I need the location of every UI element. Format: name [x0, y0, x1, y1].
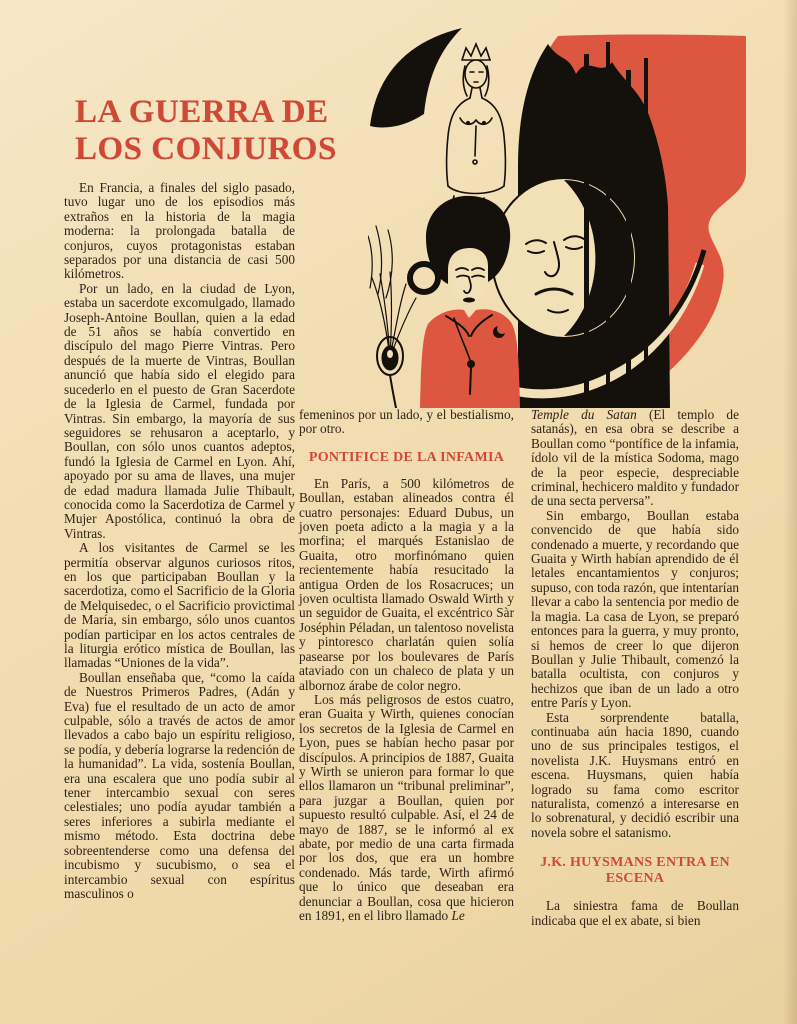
- column-3: [531, 408, 739, 928]
- paragraph-text: Los más peligrosos de estos cuatro, eran Guaita y Wirth, quienes conocían los secretos de la Iglesia de Carmel en Lyon, pues se habían hecho pasar por discípulos. A principios de 1887, Guaita y Wirth se unieron para formar lo que ellos llamaron un “tribunal preliminar”, para juzgar a Boullan, quien por supuesto resultó culpable. Así, el 24 de mayo de 1887, se le informó al ex abate, por medio de una carta firmada por los dos, que era un hombre condenado. Más tarde, Wirth afirmó que lo único que deseaban era denunciar a Boullan, cosa que hicieron en 1891, en el libro llamado: [299, 691, 514, 923]
- body-paragraph: A los visitantes de Carmel se les permitía observar algunos curiosos ritos, en los que participaban Boullan y la sacerdotiza, como el Sacrificio de la Gloria de Melquisedec, o el Sacrificio provictimal de María, sin embargo, sólo unos cuantos podían participar en los actos centrales de la liturgia erótico mística de Boullan, las llamadas “Uniones de la vida”.: [64, 540, 295, 671]
- moon-face: [492, 178, 636, 338]
- wing-swoosh-shape: [370, 28, 462, 128]
- article-title-line2: LOS CONJUROS: [75, 131, 337, 167]
- body-paragraph: Boullan enseñaba que, “como la caída de Nuestros Primeros Padres, (Adán y Eva) fue el resultado de un acto de amor culpable, sólo a través de actos de amor llevados a cabo bajo un espíritu religioso, se podía, y debería lograrse la redención de la humanidad”. La vida, sostenía Boullan, era una escalera que uno podía subir al tener intercambio sexual con seres celestiales; uno podía ayudar también a seres inferiores a subirla mediante el mismo método. Esta doctrina debe sobreentenderse como una defensa del incubismo y sucubismo, o sea el intercambio sexual con espíritus masculinos o: [64, 669, 295, 901]
- section-heading-pontifice: PONTIFICE DE LA INFAMIA: [308, 449, 505, 465]
- article-illustration: [368, 26, 762, 408]
- paragraph-text: (El templo de satanás), en esa obra se describe a Boullan como “pontífice de la infamia, ídolo vil de la mística Sodoma, mago de la peor especie, despreciable criminal, hechicero maldito y fundador de una secta perversa”.: [531, 407, 739, 509]
- body-paragraph: Sin embargo, Boullan estaba convencido de que había sido condenado a muerte, y recordando que Guaita y Wirth habían aprendido de él letales encantamientos y conjuros; supuso, con toda razón, que intentarían llevar a cabo la sentencia por medio de la magia. La casa de Lyon, se preparó entonces para la guerra, y muy pronto, si hemos de creer lo que dijeron Boullan y Julie Thibault, comenzó la batalla ocultista, con conjuros y hechizos que iban de un lado a otro entre París y Lyon.: [531, 507, 739, 711]
- body-paragraph: La siniestra fama de Boullan indicaba que el ex abate, si bien: [531, 898, 739, 928]
- section-heading-huysmans: J.K. HUYSMANS ENTRA EN ESCENA: [540, 855, 730, 887]
- body-paragraph-continuation: [531, 408, 739, 509]
- book-title-fragment: Temple du Satan: [531, 407, 637, 422]
- body-paragraph: En París, a 500 kilómetros de Boullan, estaban alineados contra él cuatro personajes: Eduard Dubus, un joven poeta adicto a la magia y a la morfina; el marqués Estanislao de Guaita, otro morfinómano quien recientemente había resucitado la antigua Orden de los Rosacruces; un joven ocultista llamado Oswald Wirth y un seguidor de Guaita, el excéntrico Sàr Joséphin Péladan, un talentoso novelista y pintoresco charlatán quien solía pasearse por los boulevares de París ataviado con un chaleco de plata y un albornoz árabe de color negro.: [299, 475, 514, 693]
- body-paragraph: Esta sorprendente batalla, continuaba aún hacia 1890, cuando uno de sus principales testigos, el novelista J.K. Huysmans entró en escena. Huysmans, quien había logrado su fama como escritor naturalista, comenzó a interesarse en lo sobrenatural, y decidió escribir una novela sobre el satanismo.: [531, 709, 739, 840]
- body-paragraph: En Francia, a finales del siglo pasado, tuvo lugar uno de los episodios más extraños en la historia de la magia moderna: la prolongada batalla de conjuros, cuyos protagonistas estaban separados por una distancia de casi 500 kilómetros.: [64, 180, 295, 282]
- column-2: [299, 408, 514, 923]
- column-1: [64, 181, 295, 901]
- body-paragraph: Por un lado, en la ciudad de Lyon, estaba un sacerdote excomulgado, llamado Joseph-Antoine Boullan, quien a la edad de 51 años se había convertido en discípulo del mago Pierre Vintras. Pero después de la muerte de Vintras, Boullan anunció que había sido el elegido para sucederlo en el puesto de Gran Sacerdote de la Iglesia de Carmel, fundada por Vintras. Sin embargo, la mayoría de sus seguidores se rehusaron a aceptarlo, y Boullan, con sólo unos cuantos adeptos, fundó la Iglesia de Carmel en Lyon. Ahí, apoyado por su ama de llaves, una mujer de edad madura llamada Julie Thibault, conocida como la Sacerdotiza de Carmel y Mujer Apostólica, continuó la obra de Vintras.: [64, 280, 295, 541]
- article-title: [75, 94, 375, 168]
- book-title-fragment: Le: [451, 908, 465, 923]
- body-paragraph: [299, 693, 514, 924]
- body-paragraph-continuation: femeninos por un lado, y el bestialismo, por otro.: [299, 407, 514, 437]
- article-title-line1: LA GUERRA DE: [75, 94, 329, 130]
- peacock-feather-icon: [368, 226, 416, 408]
